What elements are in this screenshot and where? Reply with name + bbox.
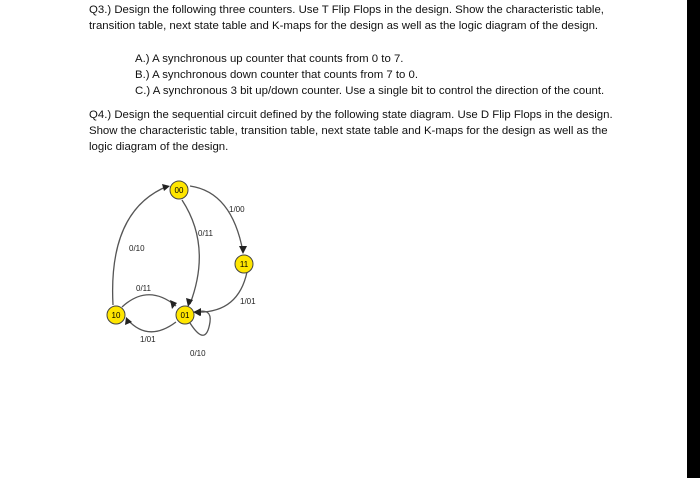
state-00 [170, 181, 188, 199]
arrowhead [194, 308, 201, 316]
state-label: 10 [111, 311, 121, 320]
state-label: 00 [174, 186, 184, 195]
state-11 [235, 255, 253, 273]
part-c: C.) A synchronous 3 bit up/down counter. Use a single bit to control the direction of the count. [135, 85, 605, 97]
edge-label: 0/11 [136, 284, 151, 293]
edge-label: 0/11 [198, 229, 213, 238]
part-a: A.) A synchronous up counter that counts from 0 to 7. [135, 53, 404, 65]
question-3-line: transition table, next state table and K-maps for the design as well as the logic diagram of the design. [89, 20, 599, 32]
arrowhead [239, 246, 247, 254]
edge-label: 1/01 [240, 297, 256, 306]
edge-00-to-01 [182, 200, 199, 304]
edge-label: 0/10 [190, 349, 206, 358]
edge-11-to-01 [195, 272, 247, 312]
state-label: 01 [180, 311, 190, 320]
state-label: 11 [239, 260, 249, 269]
question-4-line: Show the characteristic table, transition table, next state table and K-maps for the design as well as the [89, 125, 608, 137]
edge-label: 1/00 [229, 205, 245, 214]
arrowhead [162, 184, 170, 191]
question-4-line: logic diagram of the design. [89, 141, 229, 153]
edge-01-to-10 [127, 319, 176, 332]
state-10 [107, 306, 125, 324]
question-3-line: Q3.) Design the following three counters. Use T Flip Flops in the design. Show the characteristic table, [89, 4, 604, 16]
arrowhead [170, 300, 177, 309]
edge-label: 1/01 [140, 335, 156, 344]
edge-10-to-01 [122, 295, 176, 307]
edge-label: 0/10 [129, 244, 145, 253]
part-b: B.) A synchronous down counter that counts from 7 to 0. [135, 69, 419, 81]
question-4-line: Q4.) Design the sequential circuit defined by the following state diagram. Use D Flip Flops in the design. [89, 109, 613, 121]
state-01 [176, 306, 194, 324]
